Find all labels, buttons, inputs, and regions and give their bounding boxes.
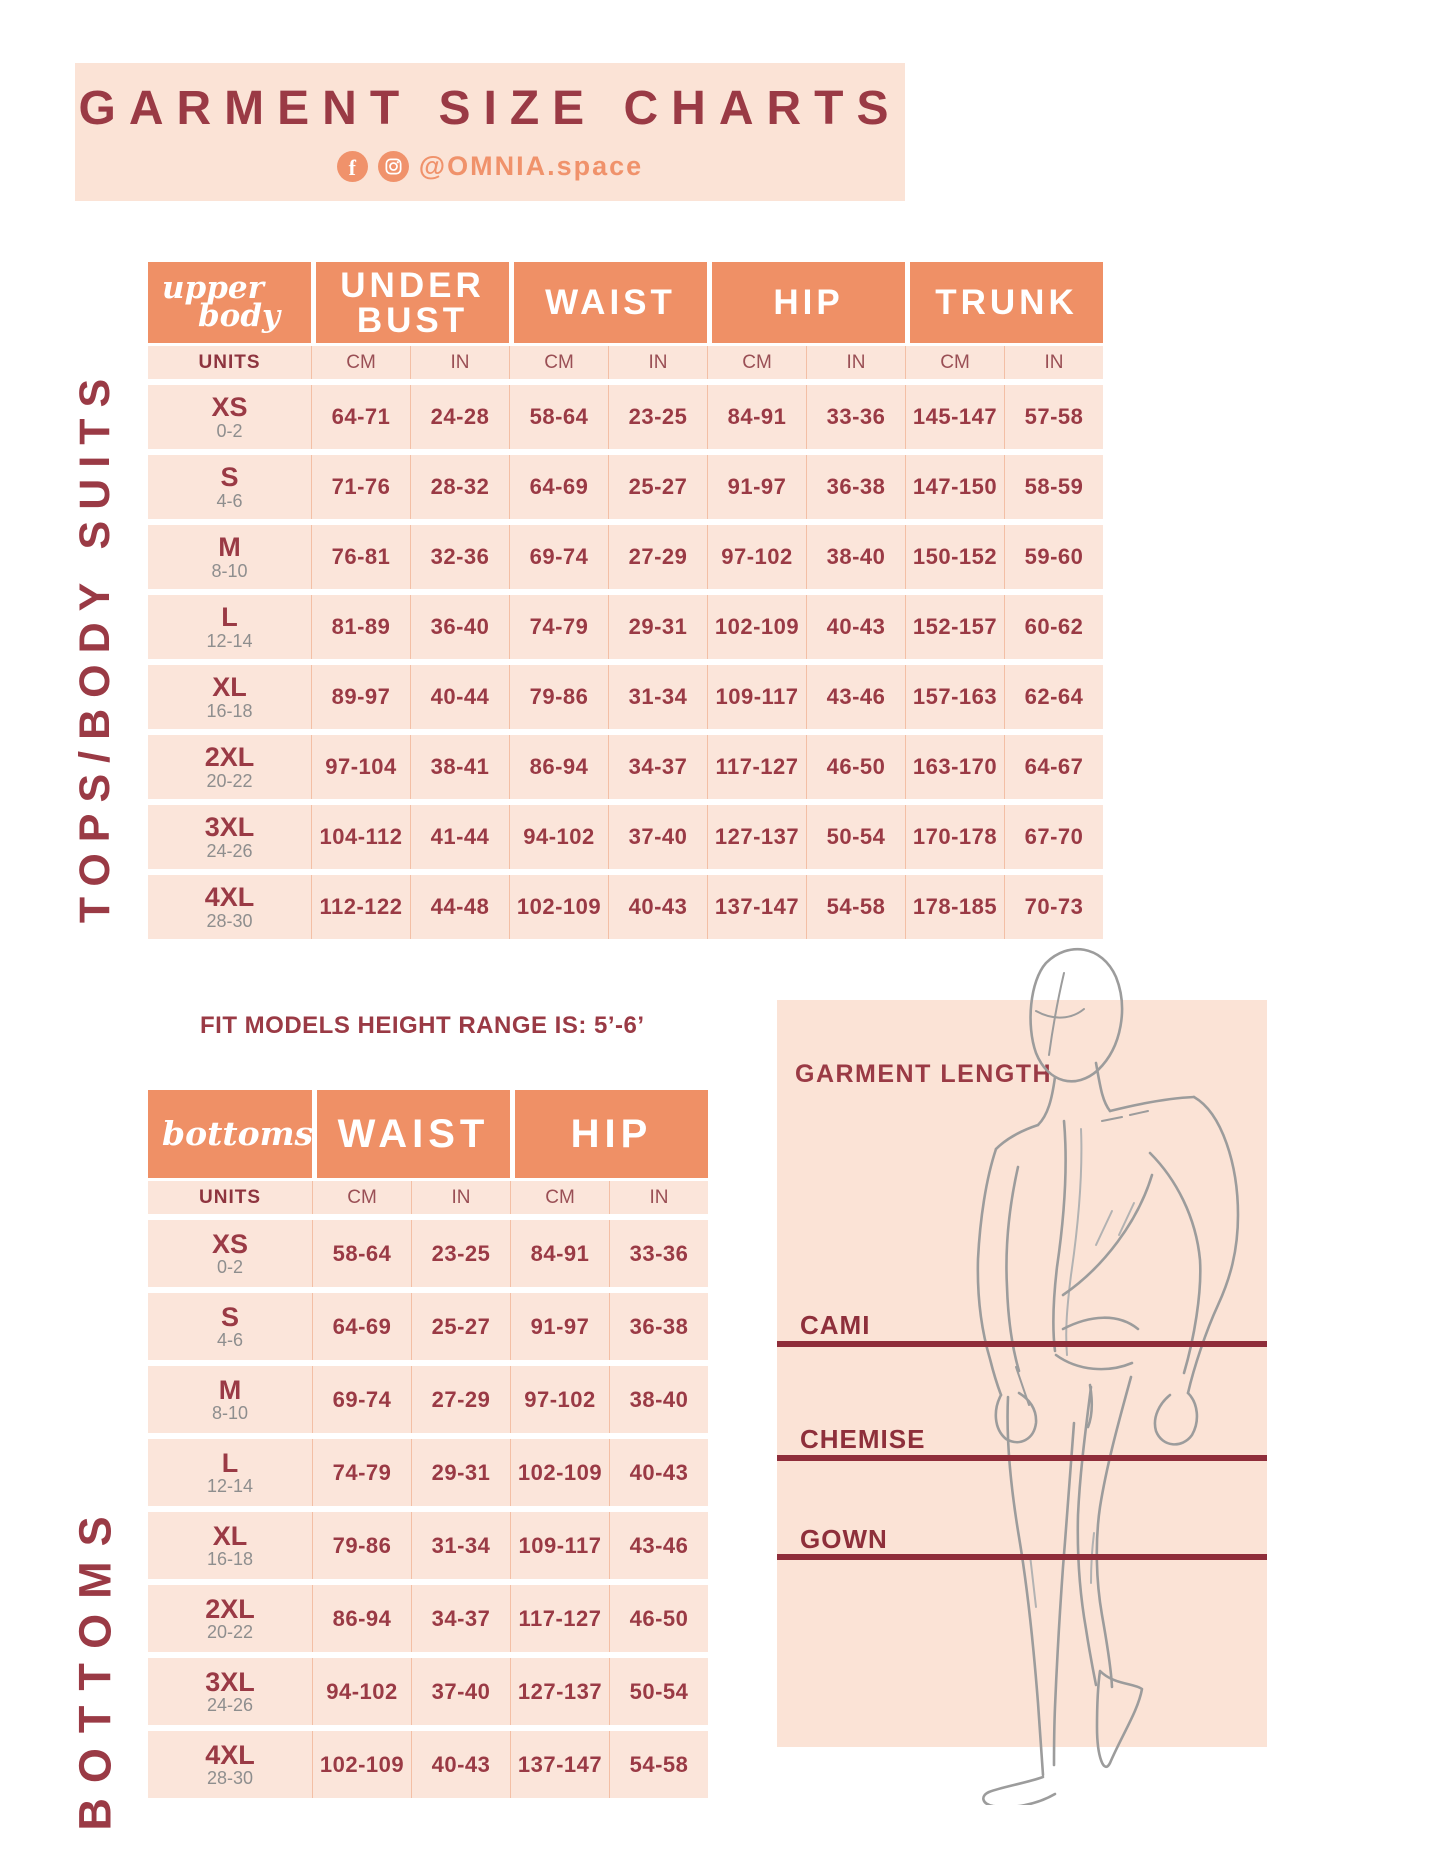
table-row: [148, 455, 1103, 519]
measurement-cell: 54-58: [609, 1731, 708, 1798]
measurement-cell: 36-38: [609, 1293, 708, 1360]
instagram-icon: [378, 151, 409, 182]
size-range: 28-30: [206, 910, 253, 931]
upper-body-size-table: [148, 262, 1103, 939]
size-cell: [148, 1220, 312, 1287]
measurement-cell: 27-29: [411, 1366, 510, 1433]
measurement-cell: 112-122: [311, 875, 410, 939]
measurement-cell: 46-50: [806, 735, 905, 799]
social-row: [75, 151, 905, 182]
measurement-cell: 43-46: [609, 1512, 708, 1579]
measurement-cell: 36-40: [410, 595, 509, 659]
corner-label-upper-body: upper body: [148, 262, 311, 343]
unit-header: IN: [609, 1181, 708, 1214]
bottoms-table-header: [148, 1090, 708, 1178]
size-label: L: [221, 1447, 239, 1478]
table-row: [148, 1585, 708, 1652]
column-header-under-bust: UNDER BUST: [316, 262, 509, 343]
measurement-cell: 97-102: [707, 525, 806, 589]
size-range: 16-18: [206, 1549, 254, 1570]
size-label: XL: [212, 1520, 248, 1551]
marker-label-cami: CAMI: [800, 1310, 871, 1340]
gown-length-line: [777, 1554, 1267, 1560]
corner-label-bottoms: bottoms: [148, 1090, 312, 1178]
measurement-cell: 89-97: [311, 665, 410, 729]
size-label: S: [220, 462, 239, 493]
unit-header: IN: [608, 346, 707, 379]
measurement-cell: 32-36: [410, 525, 509, 589]
measurement-cell: 150-152: [905, 525, 1004, 589]
column-header-waist: WAIST: [317, 1090, 510, 1178]
size-range: 12-14: [206, 1476, 254, 1497]
measurement-cell: 97-104: [311, 735, 410, 799]
table-row: [148, 1439, 708, 1506]
size-label: S: [220, 1301, 239, 1332]
measurement-cell: 54-58: [806, 875, 905, 939]
units-label: UNITS: [148, 346, 311, 379]
size-label: M: [218, 1374, 242, 1405]
upper-units-row: [148, 346, 1103, 379]
bottoms-units-row: [148, 1181, 708, 1214]
size-range: 24-26: [206, 1695, 254, 1716]
size-label: XS: [211, 1228, 249, 1259]
measurement-cell: 50-54: [806, 805, 905, 869]
table-row: [148, 665, 1103, 729]
table-row: [148, 1366, 708, 1433]
fashion-figure-sketch: [850, 915, 1280, 1805]
measurement-cell: 31-34: [411, 1512, 510, 1579]
measurement-cell: 170-178: [905, 805, 1004, 869]
measurement-cell: 137-147: [510, 1731, 609, 1798]
measurement-cell: 23-25: [608, 385, 707, 449]
measurement-cell: 40-44: [410, 665, 509, 729]
instagram-camera-glyph: [384, 157, 403, 176]
table-row: [148, 1658, 708, 1725]
measurement-cell: 102-109: [510, 1439, 609, 1506]
size-range: 0-2: [216, 1257, 243, 1278]
measurement-cell: 97-102: [510, 1366, 609, 1433]
measurement-cell: 28-32: [410, 455, 509, 519]
size-cell: [148, 525, 311, 589]
measurement-cell: 127-137: [707, 805, 806, 869]
size-cell: [148, 665, 311, 729]
measurement-cell: 29-31: [608, 595, 707, 659]
unit-header: CM: [905, 346, 1004, 379]
measurement-cell: 31-34: [608, 665, 707, 729]
size-label: 2XL: [204, 742, 255, 773]
size-label: 4XL: [205, 1739, 255, 1770]
size-cell: [148, 805, 311, 869]
size-cell: [148, 455, 311, 519]
measurement-cell: 74-79: [312, 1439, 411, 1506]
fit-models-note: FIT MODELS HEIGHT RANGE IS: 5’-6’: [200, 1012, 645, 1039]
marker-label-gown: GOWN: [800, 1524, 888, 1554]
measurement-cell: 117-127: [707, 735, 806, 799]
size-cell: [148, 595, 311, 659]
measurement-cell: 74-79: [509, 595, 608, 659]
table-row: [148, 1512, 708, 1579]
measurement-cell: 127-137: [510, 1658, 609, 1725]
size-label: 2XL: [205, 1593, 255, 1624]
measurement-cell: 76-81: [311, 525, 410, 589]
measurement-cell: 38-41: [410, 735, 509, 799]
unit-header: IN: [410, 346, 509, 379]
measurement-cell: 94-102: [509, 805, 608, 869]
measurement-cell: 86-94: [312, 1585, 411, 1652]
measurement-cell: 25-27: [411, 1293, 510, 1360]
measurement-cell: 81-89: [311, 595, 410, 659]
units-label: UNITS: [148, 1181, 312, 1214]
unit-header: IN: [411, 1181, 510, 1214]
size-range: 4-6: [216, 1330, 243, 1351]
column-header-waist: WAIST: [514, 262, 707, 343]
unit-header: CM: [509, 346, 608, 379]
size-label: XL: [212, 672, 247, 703]
table-row: [148, 1293, 708, 1360]
measurement-cell: 178-185: [905, 875, 1004, 939]
measurement-cell: 109-117: [510, 1512, 609, 1579]
table-row: [148, 525, 1103, 589]
measurement-cell: 79-86: [312, 1512, 411, 1579]
measurement-cell: 59-60: [1004, 525, 1103, 589]
measurement-cell: 40-43: [609, 1439, 708, 1506]
marker-label-chemise: CHEMISE: [800, 1424, 926, 1454]
measurement-cell: 40-43: [806, 595, 905, 659]
size-cell: [148, 1439, 312, 1506]
measurement-cell: 64-69: [312, 1293, 411, 1360]
measurement-cell: 33-36: [609, 1220, 708, 1287]
measurement-cell: 36-38: [806, 455, 905, 519]
measurement-cell: 102-109: [707, 595, 806, 659]
unit-header: CM: [510, 1181, 609, 1214]
size-range: 12-14: [206, 630, 253, 651]
size-range: 8-10: [211, 1403, 249, 1424]
measurement-cell: 25-27: [608, 455, 707, 519]
chemise-length-line: [777, 1455, 1267, 1461]
measurement-cell: 163-170: [905, 735, 1004, 799]
measurement-cell: 23-25: [411, 1220, 510, 1287]
measurement-cell: 40-43: [608, 875, 707, 939]
section-label-bottoms: BOTTOMS: [70, 1501, 122, 1831]
measurement-cell: 94-102: [312, 1658, 411, 1725]
size-cell: [148, 1293, 312, 1360]
measurement-cell: 29-31: [411, 1439, 510, 1506]
measurement-cell: 64-69: [509, 455, 608, 519]
measurement-cell: 62-64: [1004, 665, 1103, 729]
measurement-cell: 58-64: [312, 1220, 411, 1287]
size-label: 3XL: [205, 1666, 255, 1697]
measurement-cell: 46-50: [609, 1585, 708, 1652]
size-range: 28-30: [206, 1768, 254, 1789]
upper-table-header: [148, 262, 1103, 343]
table-row: [148, 595, 1103, 659]
size-cell: [148, 1658, 312, 1725]
measurement-cell: 64-71: [311, 385, 410, 449]
unit-header: CM: [312, 1181, 411, 1214]
measurement-cell: 79-86: [509, 665, 608, 729]
measurement-cell: 57-58: [1004, 385, 1103, 449]
measurement-cell: 147-150: [905, 455, 1004, 519]
table-row: [148, 735, 1103, 799]
table-row: [148, 805, 1103, 869]
size-cell: [148, 385, 311, 449]
garment-length-title: GARMENT LENGTH: [795, 1060, 1053, 1088]
measurement-cell: 71-76: [311, 455, 410, 519]
size-cell: [148, 875, 311, 939]
social-handle: @OMNIA.space: [418, 151, 644, 181]
size-range: 16-18: [206, 700, 253, 721]
size-range: 4-6: [216, 490, 243, 511]
size-range: 0-2: [216, 420, 243, 441]
section-label-tops-bodysuits: TOPS/BODY SUITS: [71, 367, 120, 923]
measurement-cell: 24-28: [410, 385, 509, 449]
measurement-cell: 69-74: [509, 525, 608, 589]
measurement-cell: 27-29: [608, 525, 707, 589]
size-cell: [148, 1585, 312, 1652]
measurement-cell: 102-109: [312, 1731, 411, 1798]
measurement-cell: 104-112: [311, 805, 410, 869]
size-range: 24-26: [206, 840, 253, 861]
measurement-cell: 70-73: [1004, 875, 1103, 939]
measurement-cell: 37-40: [608, 805, 707, 869]
measurement-cell: 84-91: [510, 1220, 609, 1287]
facebook-icon: f: [337, 151, 368, 182]
unit-header: CM: [707, 346, 806, 379]
measurement-cell: 64-67: [1004, 735, 1103, 799]
table-row: [148, 385, 1103, 449]
measurement-cell: 67-70: [1004, 805, 1103, 869]
measurement-cell: 117-127: [510, 1585, 609, 1652]
measurement-cell: 41-44: [410, 805, 509, 869]
measurement-cell: 34-37: [411, 1585, 510, 1652]
measurement-cell: 37-40: [411, 1658, 510, 1725]
unit-header: CM: [311, 346, 410, 379]
measurement-cell: 102-109: [509, 875, 608, 939]
measurement-cell: 50-54: [609, 1658, 708, 1725]
size-label: L: [221, 602, 238, 633]
column-header-hip: HIP: [515, 1090, 708, 1178]
measurement-cell: 84-91: [707, 385, 806, 449]
size-label: 4XL: [204, 882, 255, 913]
measurement-cell: 157-163: [905, 665, 1004, 729]
table-row: [148, 1731, 708, 1798]
size-range: 20-22: [206, 770, 253, 791]
measurement-cell: 38-40: [609, 1366, 708, 1433]
bottoms-size-table: [148, 1090, 708, 1798]
column-header-trunk: TRUNK: [910, 262, 1103, 343]
measurement-cell: 109-117: [707, 665, 806, 729]
size-cell: [148, 1512, 312, 1579]
page-title: GARMENT SIZE CHARTS: [78, 82, 902, 135]
measurement-cell: 91-97: [707, 455, 806, 519]
measurement-cell: 145-147: [905, 385, 1004, 449]
size-range: 8-10: [211, 560, 248, 581]
measurement-cell: 34-37: [608, 735, 707, 799]
size-cell: [148, 735, 311, 799]
measurement-cell: 33-36: [806, 385, 905, 449]
measurement-cell: 40-43: [411, 1731, 510, 1798]
cami-length-line: [777, 1341, 1267, 1347]
size-cell: [148, 1366, 312, 1433]
size-range: 20-22: [206, 1622, 254, 1643]
unit-header: IN: [806, 346, 905, 379]
measurement-cell: 69-74: [312, 1366, 411, 1433]
size-label: XS: [211, 392, 248, 423]
size-label: 3XL: [204, 812, 255, 843]
measurement-cell: 152-157: [905, 595, 1004, 659]
measurement-cell: 58-64: [509, 385, 608, 449]
measurement-cell: 58-59: [1004, 455, 1103, 519]
size-cell: [148, 1731, 312, 1798]
measurement-cell: 86-94: [509, 735, 608, 799]
measurement-cell: 38-40: [806, 525, 905, 589]
measurement-cell: 43-46: [806, 665, 905, 729]
measurement-cell: 91-97: [510, 1293, 609, 1360]
header-banner: [75, 63, 905, 201]
column-header-hip: HIP: [712, 262, 905, 343]
size-label: M: [218, 532, 241, 563]
measurement-cell: 60-62: [1004, 595, 1103, 659]
measurement-cell: 137-147: [707, 875, 806, 939]
table-row: [148, 1220, 708, 1287]
measurement-cell: 44-48: [410, 875, 509, 939]
unit-header: IN: [1004, 346, 1103, 379]
